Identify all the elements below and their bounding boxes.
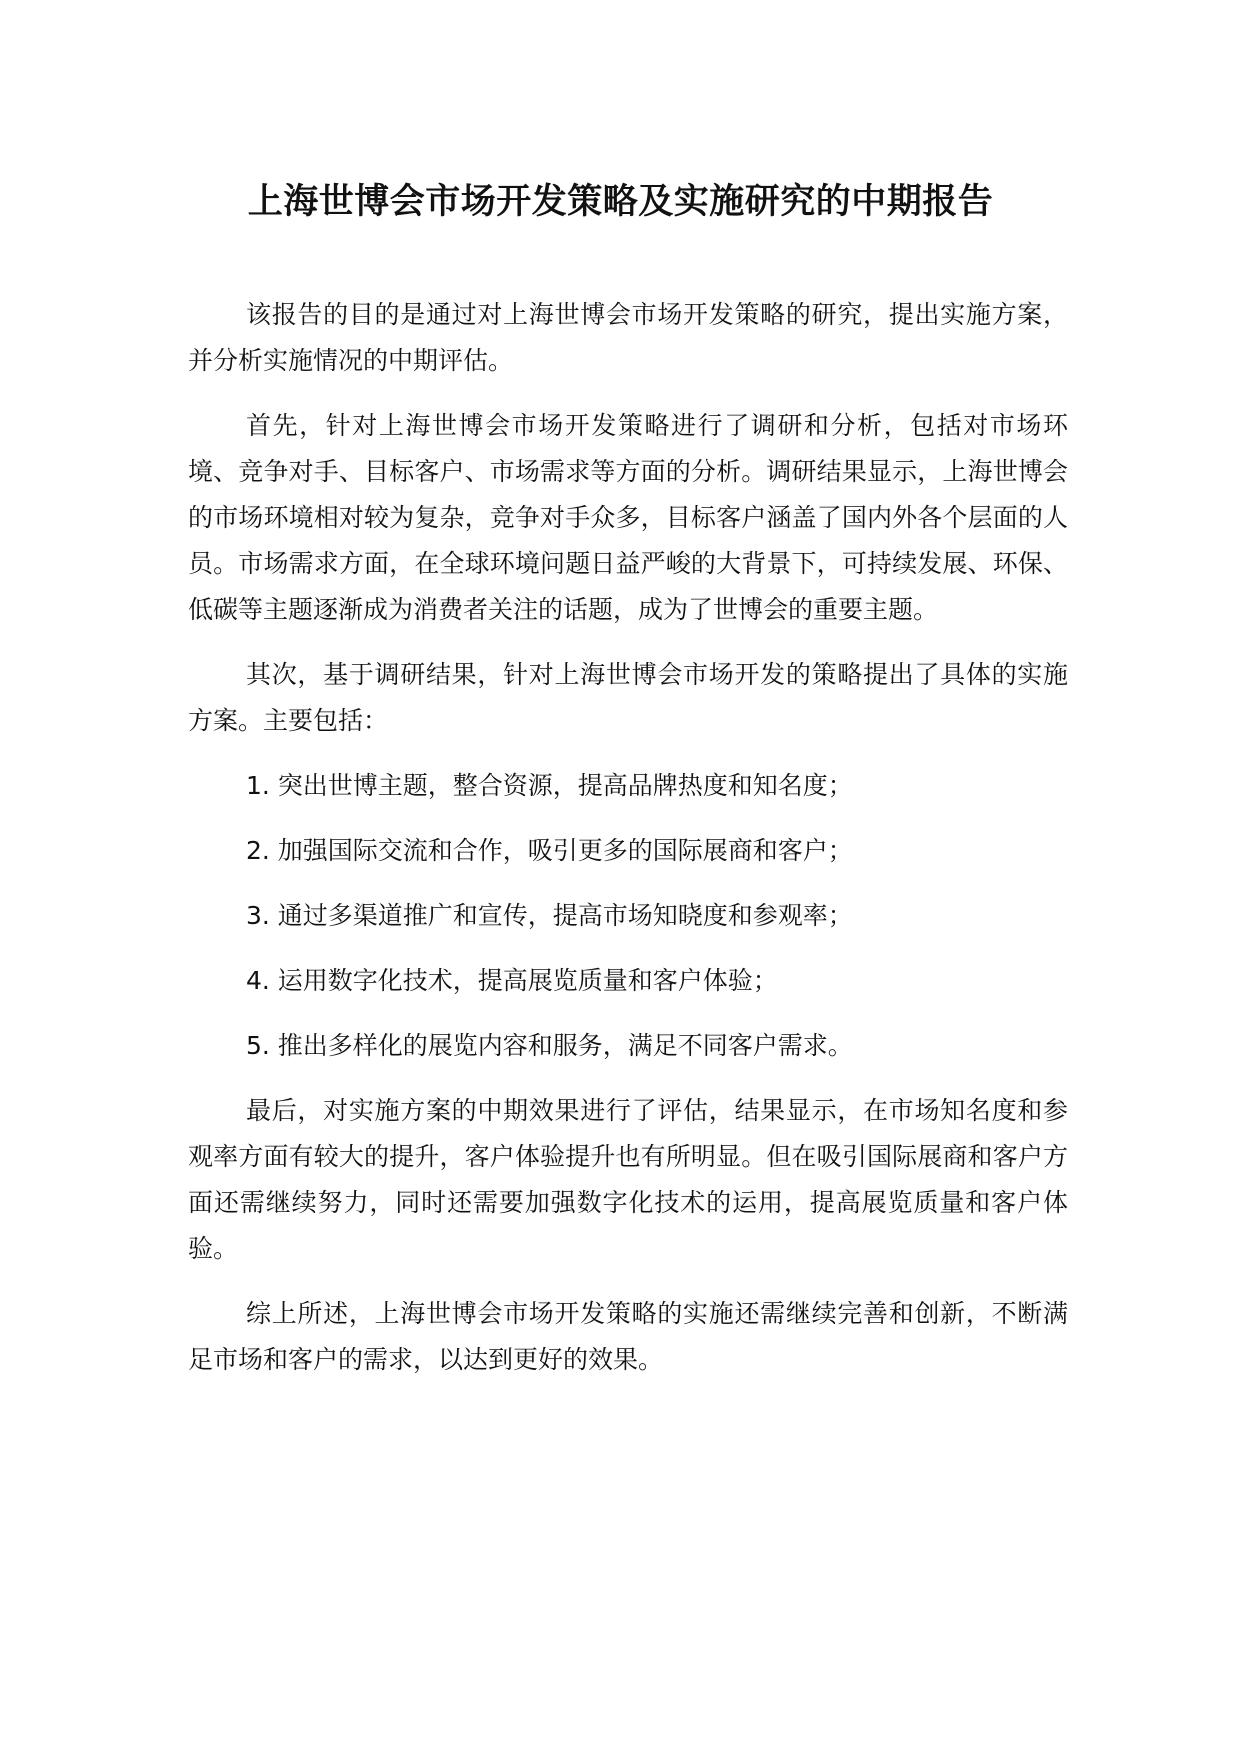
paragraph-second: 其次，基于调研结果，针对上海世博会市场开发的策略提出了具体的实施方案。主要包括： (188, 660, 1068, 735)
document-body (188, 292, 1068, 1402)
paragraph-conclusion: 综上所述，上海世博会市场开发策略的实施还需继续完善和创新，不断满足市场和客户的需求，以达到更好的效果。 (188, 1299, 1068, 1374)
list-item-1: 1. 突出世博主题，整合资源，提高品牌热度和知名度； (246, 771, 853, 800)
list-item-5: 5. 推出多样化的展览内容和服务，满足不同客户需求。 (246, 1031, 853, 1060)
paragraph-intro: 该报告的目的是通过对上海世博会市场开发策略的研究，提出实施方案，并分析实施情况的中期评估。 (188, 300, 1068, 375)
document-title: 上海世博会市场开发策略及实施研究的中期报告 (247, 182, 994, 222)
paragraph-first: 首先，针对上海世博会市场开发策略进行了调研和分析，包括对市场环境、竞争对手、目标客户、市场需求等方面的分析。调研结果显示，上海世博会的市场环境相对较为复杂，竞争对手众多，目标客户涵盖了国内外各个层面的人员。市场需求方面，在全球环境问题日益严峻的大背景下，可持续发展、环保、低碳等主题逐渐成为消费者关注的话题，成为了世博会的重要主题。 (188, 411, 1068, 624)
list-item-3: 3. 通过多渠道推广和宣传，提高市场知晓度和参观率； (246, 901, 853, 930)
list-item-2: 2. 加强国际交流和合作，吸引更多的国际展商和客户； (246, 836, 853, 865)
list-item-4: 4. 运用数字化技术，提高展览质量和客户体验； (246, 966, 778, 995)
paragraph-last: 最后，对实施方案的中期效果进行了评估，结果显示，在市场知名度和参观率方面有较大的提升，客户体验提升也有所明显。但在吸引国际展商和客户方面还需继续努力，同时还需要加强数字化技术的运用，提高展览质量和客户体验。 (188, 1096, 1068, 1263)
